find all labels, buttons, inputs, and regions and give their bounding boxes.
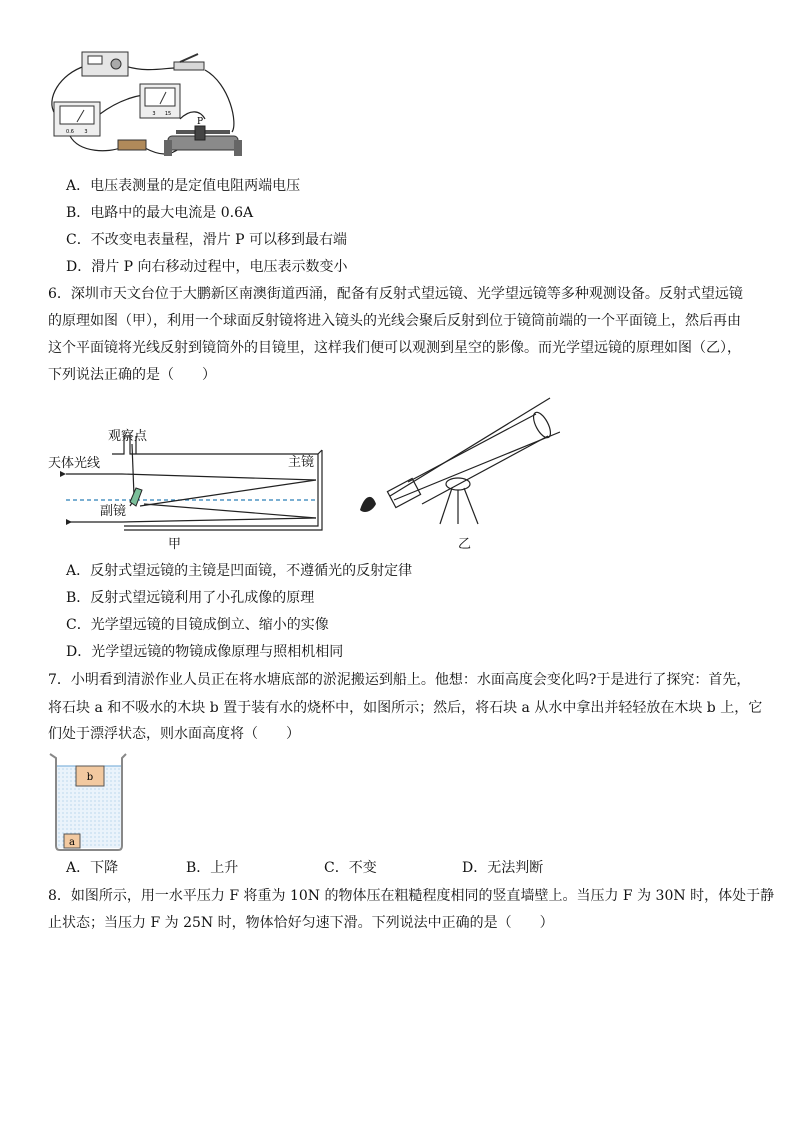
label-observe-point: 观察点: [108, 429, 148, 444]
q6-option-b: B．反射式望远镜利用了小孔成像的原理: [66, 590, 315, 606]
q6-stem-line-3: 这个平面镜将光线反射到镜筒外的目镜里，这样我们便可以观测到星空的影像。而光学望远镜的原理如图（乙），: [48, 340, 741, 356]
beaker-figure: [46, 752, 130, 852]
block-a-label: a: [69, 837, 75, 848]
switch: [174, 54, 204, 70]
label-main-mirror: 主镜: [288, 455, 315, 470]
optical-telescope-figure: [350, 392, 560, 552]
q7-stem-line-3: 们处于漂浮状态，则水面高度将（ ）: [48, 726, 300, 742]
q5-option-a: A．电压表测量的是定值电阻两端电压: [66, 178, 301, 194]
ammeter-label-0: 0.6: [66, 129, 74, 135]
q6-option-c: C．光学望远镜的目镜成倒立、缩小的实像: [66, 617, 329, 633]
q7-option-d: D．无法判断: [462, 860, 544, 876]
block-b-label: b: [86, 772, 94, 783]
q5-option-d: D．滑片 P 向右移动过程中，电压表示数变小: [66, 259, 348, 275]
ammeter-label-1: 3: [84, 129, 88, 135]
q7-option-a: A．下降: [66, 860, 119, 876]
q5-option-c: C．不改变电表量程，滑片 P 可以移到最右端: [66, 232, 348, 248]
slide-rheostat: [164, 117, 242, 156]
q7-option-c: C．不变: [324, 860, 377, 876]
fixed-resistor: [118, 140, 146, 150]
q6-option-d: D．光学望远镜的物镜成像原理与照相机相同: [66, 644, 344, 660]
voltmeter: [140, 84, 180, 118]
ammeter: [54, 102, 100, 136]
q7-option-b: B．上升: [186, 860, 239, 876]
caption-yi: 乙: [458, 537, 472, 552]
voltmeter-label-1: 15: [164, 111, 172, 117]
label-celestial-light: 天体光线: [48, 456, 101, 471]
q7-stem-line-2: 将石块 a 和不吸水的木块 b 置于装有水的烧杯中，如图所示；然后，将石块 a 从水中拿出并轻轻放在木块 b 上，它: [48, 700, 763, 716]
q6-stem-line-1: 6．深圳市天文台位于大鹏新区南澳街道西涌，配备有反射式望远镜、光学望远镜等多种观测设备。反射式望远镜: [48, 286, 743, 302]
q6-stem-line-2: 的原理如图（甲），利用一个球面反射镜将进入镜头的光线会聚后反射到位于镜筒前端的一个平面镜上，然后再由: [48, 313, 741, 329]
caption-jia: 甲: [168, 537, 182, 552]
circuit-figure: [40, 44, 250, 166]
q6-option-a: A．反射式望远镜的主镜是凹面镜，不遵循光的反射定律: [66, 563, 413, 579]
slider-label: P: [196, 117, 204, 127]
reflecting-telescope-figure: [44, 420, 334, 555]
power-supply: [82, 52, 128, 76]
q6-stem-line-4: 下列说法正确的是（ ）: [48, 367, 216, 383]
q5-option-b: B．电路中的最大电流是 0.6A: [66, 205, 254, 221]
q8-stem-line-2: 止状态；当压力 F 为 25N 时，物体恰好匀速下滑。下列说法中正确的是（ ）: [48, 915, 554, 931]
q7-stem-line-1: 7．小明看到清淤作业人员正在将水塘底部的淤泥搬运到船上。他想：水面高度会变化吗?于是进行了探究：首先，: [48, 672, 751, 688]
q8-stem-line-1: 8．如图所示，用一水平压力 F 将重为 10N 的物体压在粗糙程度相同的竖直墙壁上。当压力 F 为 30N 时，体处于静: [48, 888, 775, 904]
voltmeter-label-0: 3: [152, 111, 156, 117]
label-secondary-mirror: 副镜: [100, 504, 127, 519]
